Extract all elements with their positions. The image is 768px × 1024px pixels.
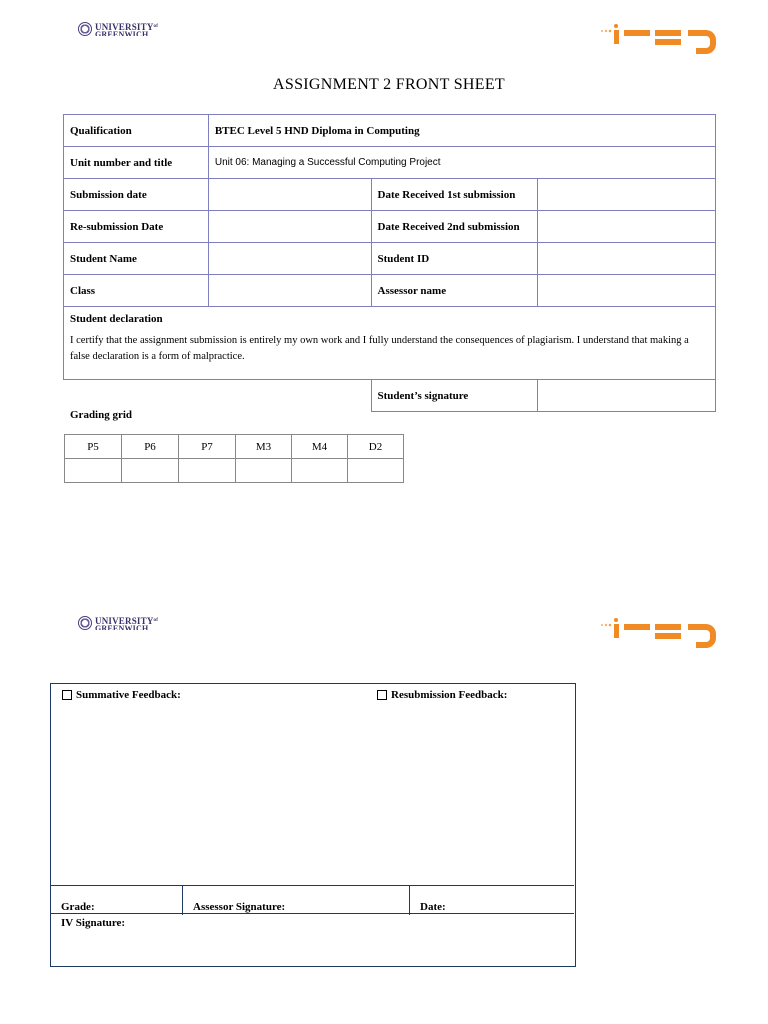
btec-logo-icon [600,616,720,652]
signature-label: Student’s signature [371,380,538,412]
grade-cell[interactable] [236,459,292,483]
date-received-1-field[interactable] [538,179,716,211]
grading-grid [64,434,404,483]
university-logo-line1: UNIVERSITY [95,21,154,32]
summative-feedback-label: Summative Feedback: [76,689,181,701]
student-name-field[interactable] [208,243,371,275]
university-logo [78,616,158,630]
student-id-field[interactable] [538,243,716,275]
class-field[interactable] [208,275,371,307]
declaration-text: I certify that the assignment submission is entirely my own work and I fully understand the consequences of plagiarism. I understand that making a false declaration is a form of malpractice. [70,335,689,362]
feedback-text-area[interactable] [51,711,574,884]
qualification-label: Qualification [64,115,209,147]
grading-grid-label: Grading grid [70,409,133,421]
table-row [64,179,716,211]
grade-header: P7 [179,435,236,459]
date-received-2-field[interactable] [538,211,716,243]
unit-label: Unit number and title [64,147,209,179]
date-received-1-label: Date Received 1st submission [371,179,538,211]
unit-value[interactable]: Unit 06: Managing a Successful Computing Project [208,147,715,179]
resubmission-feedback-label: Resubmission Feedback: [391,689,508,701]
feedback-box [50,683,576,967]
university-logo-line2: GREENWICH [95,624,149,630]
university-crest-icon [78,22,92,36]
resubmission-date-field[interactable] [208,211,371,243]
btec-logo-icon [600,22,720,58]
class-label: Class [64,275,209,307]
table-row [64,307,716,380]
grade-header: P5 [65,435,122,459]
assessor-name-label: Assessor name [371,275,538,307]
grade-cell[interactable] [122,459,179,483]
signature-field[interactable] [538,380,716,412]
submission-date-label: Submission date [64,179,209,211]
grade-cell[interactable] [348,459,404,483]
university-logo-line1: UNIVERSITY [95,615,154,626]
grade-header: M4 [292,435,348,459]
qualification-value[interactable]: BTEC Level 5 HND Diploma in Computing [208,115,715,147]
date-label[interactable]: Date: [410,886,575,915]
summative-feedback-checkbox[interactable] [62,690,72,700]
grade-header: P6 [122,435,179,459]
table-row [64,211,716,243]
resubmission-date-label: Re-submission Date [64,211,209,243]
divider [51,913,574,914]
university-logo [78,22,158,36]
table-row [64,275,716,307]
student-name-label: Student Name [64,243,209,275]
grade-header: D2 [348,435,404,459]
resubmission-feedback-checkbox[interactable] [377,690,387,700]
declaration-cell [64,307,716,380]
page-title: ASSIGNMENT 2 FRONT SHEET [273,76,505,93]
front-sheet-table [63,114,716,412]
grade-cell[interactable] [292,459,348,483]
university-crest-icon [78,616,92,630]
table-row [64,380,716,412]
university-logo-of: of [153,23,159,29]
table-row [64,115,716,147]
grading-grid-value-row [65,459,404,483]
grade-cell[interactable] [179,459,236,483]
grading-grid-header-row [65,435,404,459]
declaration-title: Student declaration [70,313,163,325]
university-logo-line2: GREENWICH [95,30,149,36]
assessor-signature-label[interactable]: Assessor Signature: [183,886,410,915]
grade-label[interactable]: Grade: [51,886,183,915]
university-logo-of: of [153,617,159,623]
table-row [64,147,716,179]
grade-cell[interactable] [65,459,122,483]
assessor-name-field[interactable] [538,275,716,307]
feedback-signature-row [51,885,574,915]
table-row [64,243,716,275]
date-received-2-label: Date Received 2nd submission [371,211,538,243]
submission-date-field[interactable] [208,179,371,211]
resubmission-feedback-option[interactable] [377,689,507,701]
summative-feedback-option[interactable] [62,689,181,701]
iv-signature-label[interactable]: IV Signature: [61,917,126,929]
grade-header: M3 [236,435,292,459]
student-id-label: Student ID [371,243,538,275]
